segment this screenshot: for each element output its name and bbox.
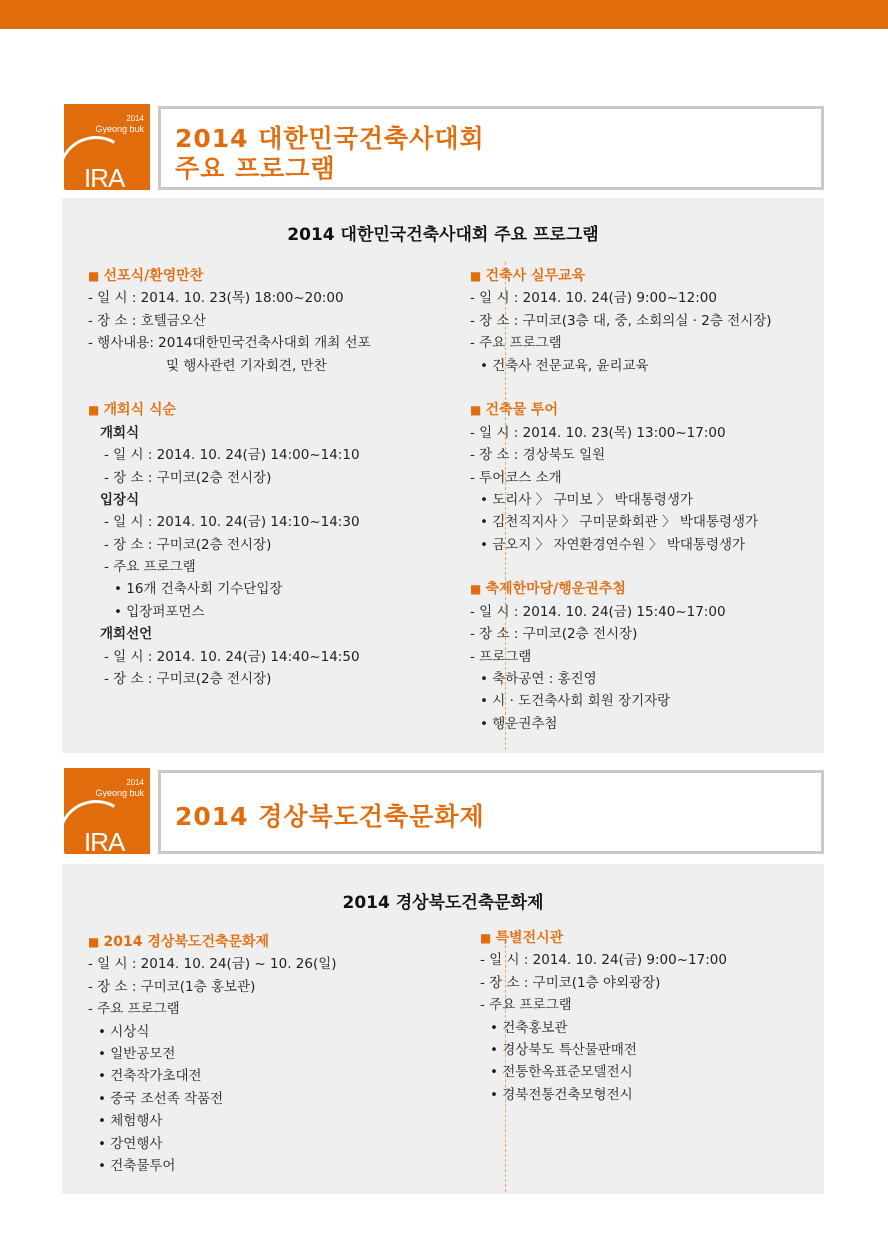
detail-line: - 일 시 : 2014. 10. 23(목) 13:00~17:00 [470,424,726,441]
bullet-item: • 시 · 도건축사회 회원 장기자랑 [480,693,671,710]
bullet-item: • 축하공연 : 홍진영 [480,671,597,688]
section-heading: ■ 2014 경상북도건축문화제 [88,931,493,953]
bullet-item: • 도리사 〉 구미보 〉 박대통령생가 [480,491,693,508]
program-column-right [470,265,820,735]
detail-continuation: 및 행사관련 기자회견, 만찬 [166,357,327,374]
detail-line: - 일 시 : 2014. 10. 24(금) 14:40~14:50 [104,648,360,665]
logo-region: Gyeong buk [95,124,144,134]
detail-line: - 일 시 : 2014. 10. 23(목) 18:00~20:00 [88,290,344,307]
subsection-heading: 개회선언 [100,626,153,643]
subsection-heading: 개회식 [100,424,140,441]
logo-year: 2014 [126,778,144,787]
section-heading: ■ 건축물 투어 [470,399,820,421]
bullet-item: • 건축홍보관 [490,1019,568,1036]
section-title-box [158,106,824,190]
panel-title: 2014 경상북도건축문화제 [342,893,544,913]
top-accent-bar [0,0,888,29]
detail-line: - 일 시 : 2014. 10. 24(금) 15:40~17:00 [470,603,726,620]
detail-line: - 장 소 : 구미코(2층 전시장) [470,626,638,643]
bullet-item: • 시상식 [98,1023,150,1040]
bullet-item: • 김천직지사 〉 구미문화회관 〉 박대통령생가 [480,514,759,531]
program-panel-1 [62,198,824,753]
detail-line: - 투어코스 소개 [470,469,562,486]
detail-line: - 장 소 : 구미코(1층 야외광장) [480,974,661,991]
program-column-left [88,931,493,1177]
bullet-item: • 건축물투어 [98,1157,176,1174]
logo-region: Gyeong buk [95,788,144,798]
detail-line: - 주요 프로그램 [480,997,572,1014]
bullet-item: • 경북전통건축모형전시 [490,1086,633,1103]
section-heading: ■ 축제한마당/행운권추첨 [470,578,820,600]
logo-word: IRA [84,163,125,190]
section-header-1 [64,104,824,190]
detail-line: - 주요 프로그램 [88,1001,180,1018]
detail-line: - 주요 프로그램 [104,559,196,576]
section-title-line2: 주요 프로그램 [175,154,336,183]
program-column-left [88,265,493,690]
kira-logo [64,104,150,190]
section-heading: ■ 개회식 식순 [88,399,493,421]
detail-line: - 장 소 : 경상북도 일원 [470,447,606,464]
bullet-item: • 체험행사 [98,1113,163,1130]
logo-word: IRA [84,827,125,854]
detail-line: - 프로그램 [470,648,532,665]
detail-line: - 일 시 : 2014. 10. 24(금) 9:00~17:00 [480,952,727,969]
bullet-item: • 16개 건축사회 기수단입장 [114,581,283,598]
detail-line: - 일 시 : 2014. 10. 24(금) 14:10~14:30 [104,514,360,531]
spacer [470,556,820,578]
detail-line: - 장 소 : 구미코(2층 전시장) [104,536,272,553]
spacer [88,377,493,399]
detail-line: - 일 시 : 2014. 10. 24(금) ~ 10. 26(일) [88,956,337,973]
bullet-item: • 입장퍼포먼스 [114,603,205,620]
subsection-heading: 입장식 [100,491,140,508]
bullet-item: • 건축작가초대전 [98,1068,202,1085]
program-column-right [480,927,820,1106]
bullet-item: • 경상북도 특산물판매전 [490,1041,637,1058]
bullet-item: • 행운권추첨 [480,715,558,732]
bullet-item: • 건축사 전문교육, 윤리교육 [480,357,649,374]
section-heading: ■ 특별전시관 [480,927,820,949]
section-title-box [158,770,824,854]
panel-title: 2014 대한민국건축사대회 주요 프로그램 [287,225,599,245]
detail-line: - 일 시 : 2014. 10. 24(금) 9:00~12:00 [470,290,717,307]
program-panel-2 [62,864,824,1194]
detail-line: - 장 소 : 구미코(1층 홍보관) [88,978,256,995]
bullet-item: • 일반공모전 [98,1045,176,1062]
bullet-item: • 금오지 〉 자연환경연수원 〉 박대통령생가 [480,536,746,553]
detail-line: - 장 소 : 호텔금오산 [88,312,206,329]
section-title-line1: 2014 대한민국건축사대회 [175,124,485,153]
spacer [470,377,820,399]
detail-line: - 장 소 : 구미코(3층 대, 중, 소회의실 · 2층 전시장) [470,312,772,329]
bullet-item: • 강연행사 [98,1135,163,1152]
section-title-line1: 2014 경상북도건축문화제 [175,802,485,831]
detail-line: - 장 소 : 구미코(2층 전시장) [104,671,272,688]
section-header-2 [64,768,824,854]
logo-year: 2014 [126,114,144,123]
detail-line: - 장 소 : 구미코(2층 전시장) [104,469,272,486]
kira-logo [64,768,150,854]
detail-line: - 일 시 : 2014. 10. 24(금) 14:00~14:10 [104,447,360,464]
section-heading: ■ 건축사 실무교육 [470,265,820,287]
bullet-item: • 중국 조선족 작품전 [98,1090,224,1107]
section-heading: ■ 선포식/환영만찬 [88,265,493,287]
bullet-item: • 전통한옥표준모델전시 [490,1064,633,1081]
detail-line: - 주요 프로그램 [470,335,562,352]
detail-line: - 행사내용: 2014대한민국건축사대회 개최 선포 [88,335,371,352]
